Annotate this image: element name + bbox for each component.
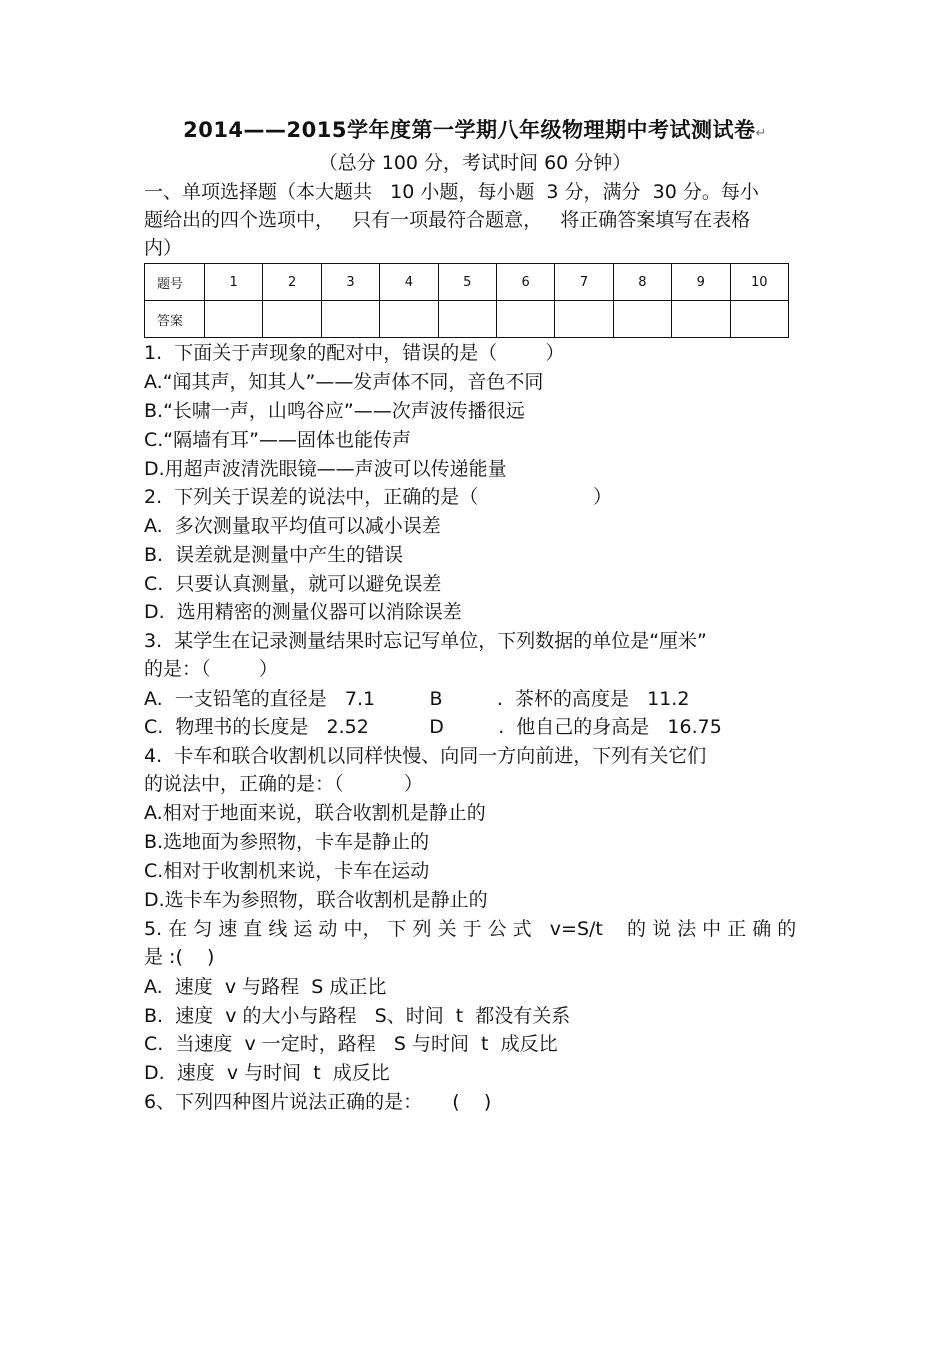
question-number-cell: 10	[730, 264, 788, 301]
answer-cell[interactable]	[263, 301, 321, 338]
question-stem: 2. 下列关于误差的说法中，正确的是（ ）	[144, 486, 612, 508]
exam-subtitle: （总分 100 分，考试时间 60 分钟）	[318, 152, 632, 174]
answer-option: C.相对于收割机来说，卡车在运动	[144, 860, 430, 882]
answer-cell[interactable]	[205, 301, 263, 338]
answer-cell[interactable]	[496, 301, 554, 338]
answer-option: C. 当速度 v 一定时，路程 S 与时间 t 成反比	[144, 1033, 558, 1055]
answer-cell[interactable]	[380, 301, 438, 338]
answer-cell[interactable]	[730, 301, 788, 338]
answer-table-answer-row	[145, 301, 789, 338]
answer-option: A.相对于地面来说，联合收割机是静止的	[144, 802, 486, 824]
question-stem: 5. 在 匀 速 直 线 运 动 中， 下 列 关 于 公 式 v=S/t 的 说 法 中 正 确 的	[144, 918, 797, 940]
answer-table-number-row	[145, 264, 789, 301]
question-number-cell: 9	[672, 264, 730, 301]
answer-cell[interactable]	[672, 301, 730, 338]
answer-option: D.选卡车为参照物，联合收割机是静止的	[144, 889, 488, 911]
answer-option: D.用超声波清洗眼镜——声波可以传递能量	[144, 458, 507, 480]
section-instructions-line: 一、单项选择题（本大题共 10 小题，每小题 3 分，满分 30 分。每小	[144, 181, 759, 203]
question-number-cell: 7	[555, 264, 613, 301]
answer-option: D. 速度 v 与时间 t 成反比	[144, 1062, 390, 1084]
question-number-cell: 8	[613, 264, 671, 301]
section-instructions-line: 题给出的四个选项中， 只有一项最符合题意， 将正确答案填写在表格	[144, 209, 751, 231]
exam-title-text: 2014——2015学年度第一学期八年级物理期中考试测试卷	[183, 118, 756, 142]
answer-cell[interactable]	[555, 301, 613, 338]
section-instructions-line: 内）	[144, 237, 183, 259]
exam-title	[0, 114, 950, 144]
answer-option: A. 速度 v 与路程 S 成正比	[144, 976, 387, 998]
answer-cell[interactable]	[321, 301, 379, 338]
question-number-cell: 5	[438, 264, 496, 301]
answer-option: B.选地面为参照物，卡车是静止的	[144, 831, 430, 853]
question-stem: 的是：（ ）	[144, 658, 278, 680]
answer-option: B.“长啸一声，山鸣谷应”——次声波传播很远	[144, 400, 525, 422]
question-stem: 3. 某学生在记录测量结果时忘记写单位，下列数据的单位是“厘米”	[144, 630, 707, 652]
question-stem: 6、下列四种图片说法正确的是： ( )	[144, 1091, 492, 1113]
answer-option: C. 物理书的长度是 2.52 D . 他自己的身高是 16.75	[144, 716, 722, 738]
answer-option: B. 误差就是测量中产生的错误	[144, 544, 404, 566]
answer-option: A. 一支铅笔的直径是 7.1 B . 茶杯的高度是 11.2	[144, 688, 690, 710]
question-number-cell: 6	[496, 264, 554, 301]
question-stem: 是 :( )	[144, 946, 215, 968]
answer-option: B. 速度 v 的大小与路程 S、时间 t 都没有关系	[144, 1005, 571, 1027]
answer-option: D. 选用精密的测量仪器可以消除误差	[144, 601, 462, 623]
question-stem: 4. 卡车和联合收割机以同样快慢、向同一方向前进，下列有关它们	[144, 745, 707, 767]
question-stem: 的说法中，正确的是：（ ）	[144, 773, 423, 795]
question-number-cell: 1	[205, 264, 263, 301]
question-number-cell: 2	[263, 264, 321, 301]
answer-option: A.“闻其声，知其人”——发声体不同，音色不同	[144, 371, 544, 393]
answer-cell[interactable]	[438, 301, 496, 338]
answer-option: C. 只要认真测量，就可以避免误差	[144, 573, 442, 595]
answer-header: 答案	[145, 301, 205, 338]
answer-option: A. 多次测量取平均值可以减小误差	[144, 515, 441, 537]
answer-cell[interactable]	[613, 301, 671, 338]
return-mark-icon: ↵	[755, 126, 767, 141]
answer-table	[144, 263, 789, 338]
question-number-header: 题号	[145, 264, 205, 301]
answer-option: C.“隔墙有耳”——固体也能传声	[144, 429, 411, 451]
question-stem: 1. 下面关于声现象的配对中，错误的是（ ）	[144, 342, 565, 364]
question-number-cell: 4	[380, 264, 438, 301]
question-number-cell: 3	[321, 264, 379, 301]
